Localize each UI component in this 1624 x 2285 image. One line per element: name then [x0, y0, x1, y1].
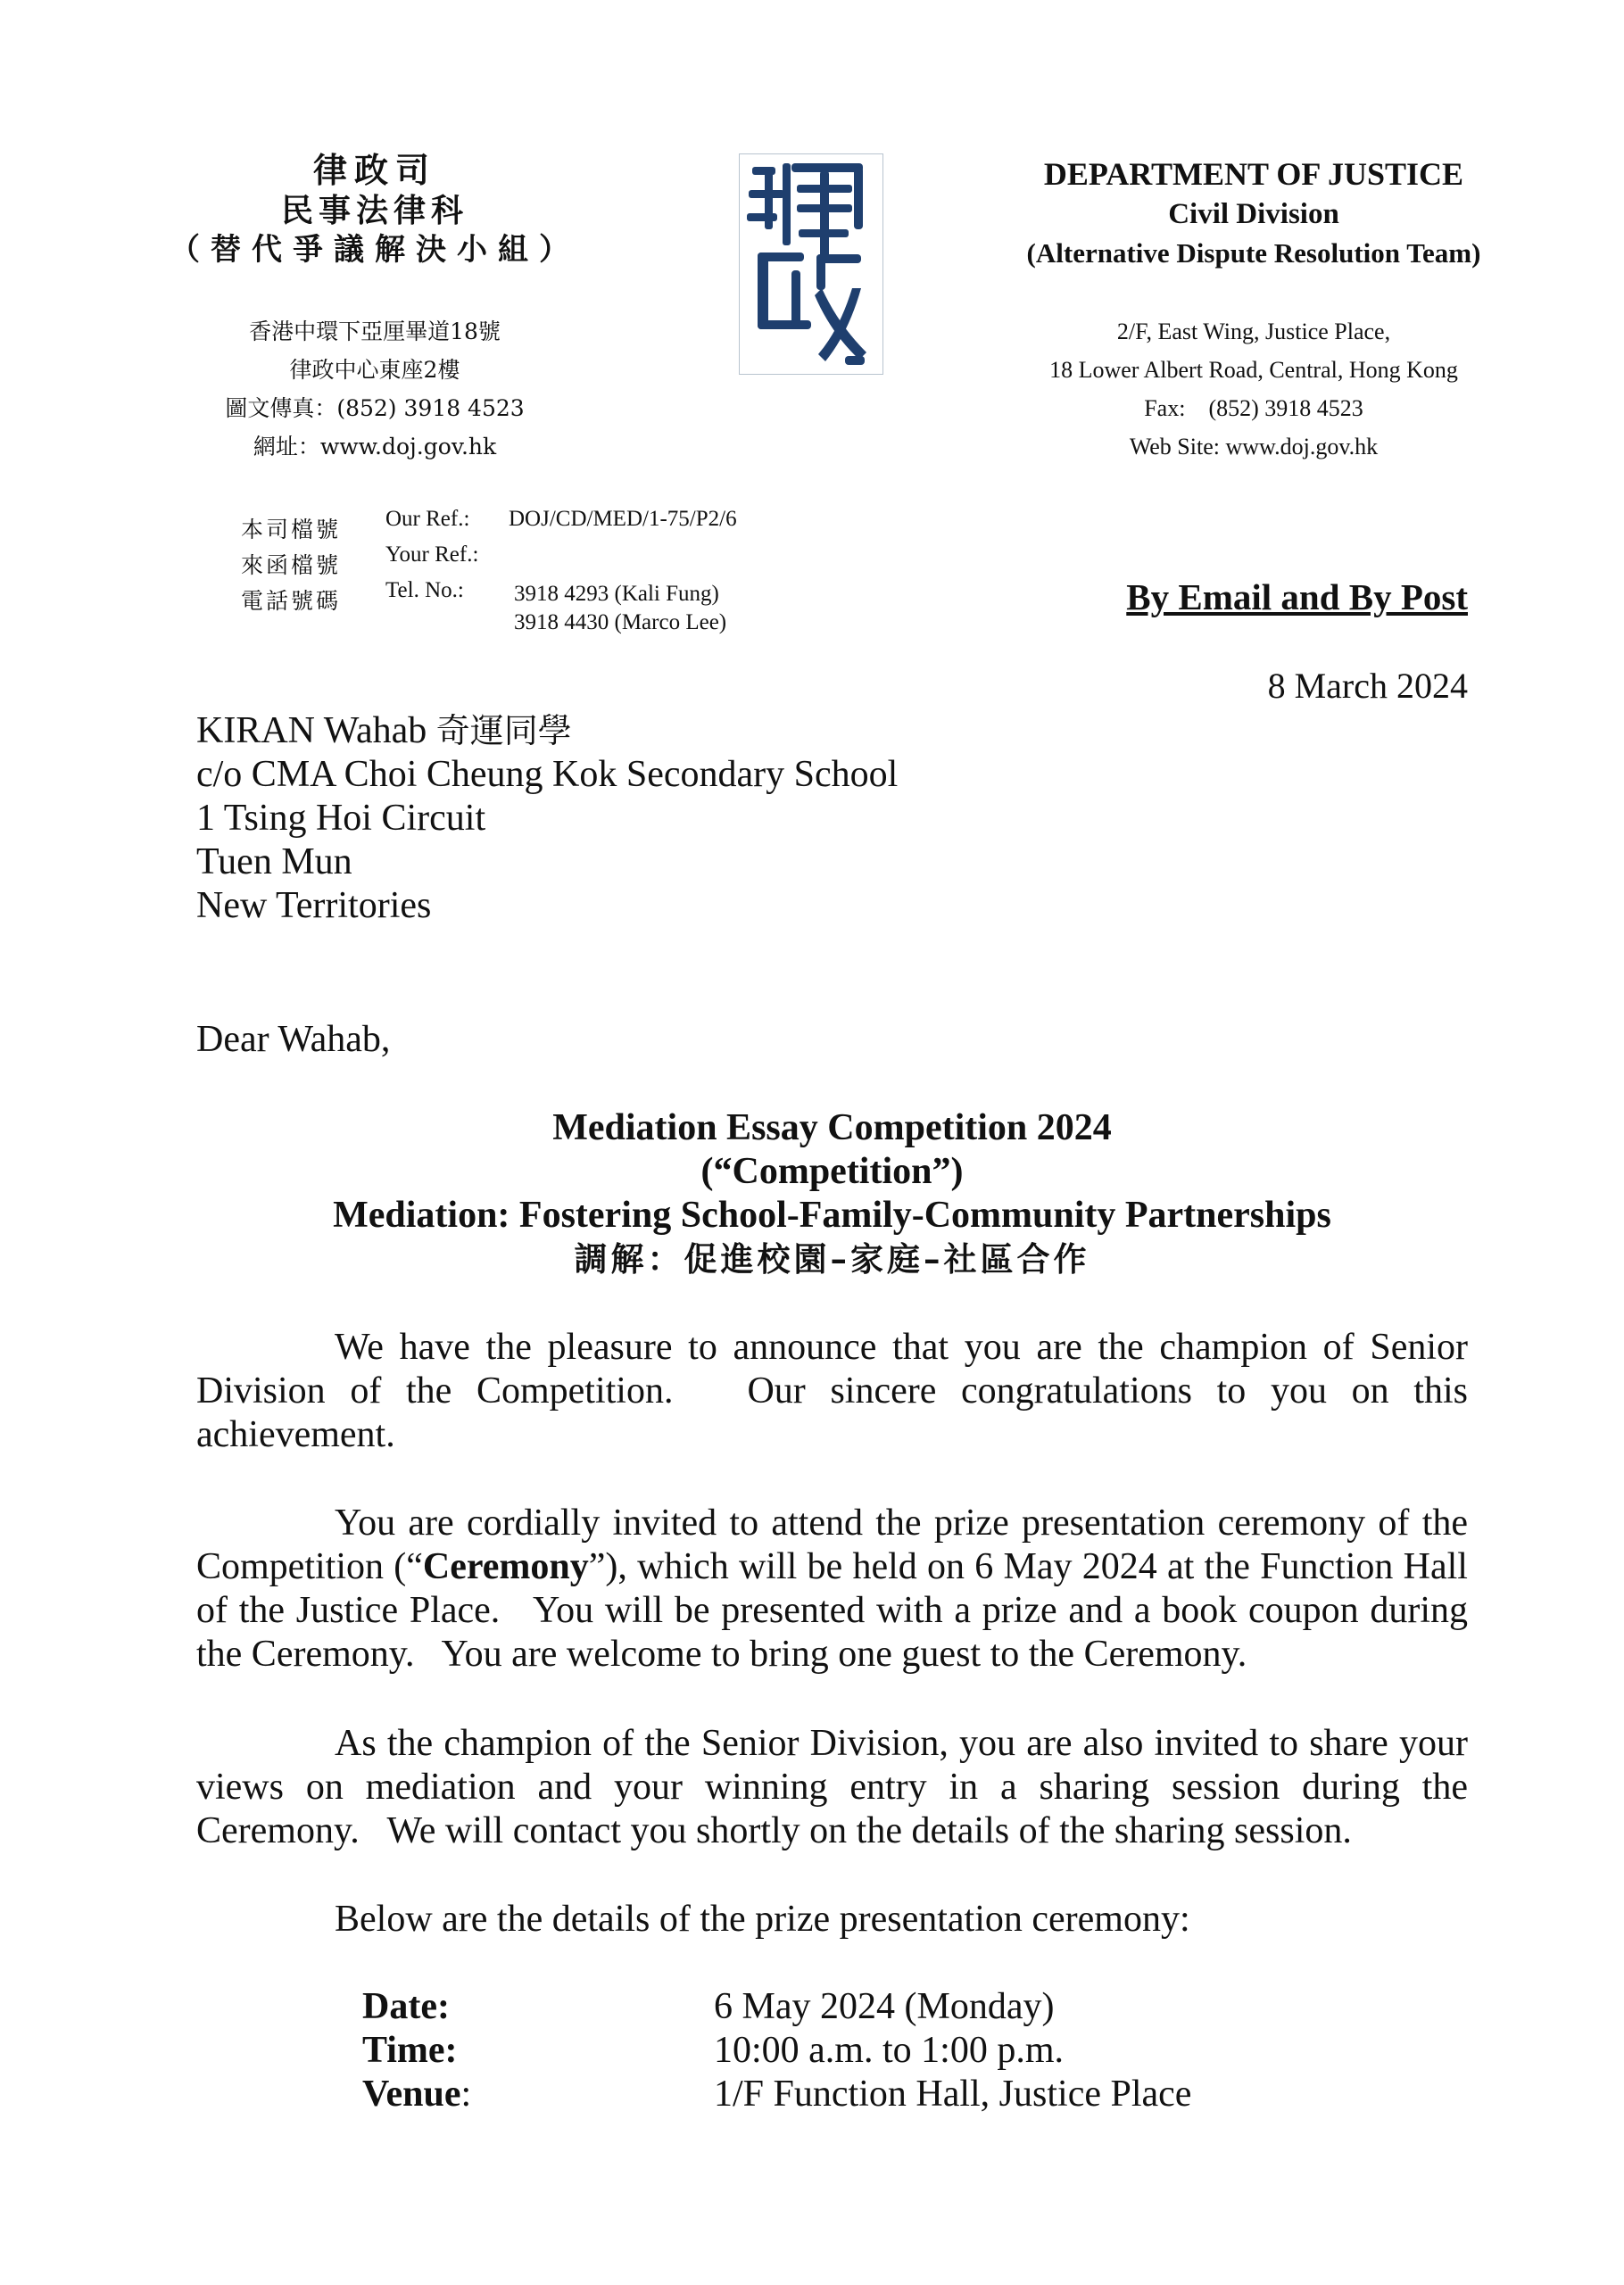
address-block-zh — [178, 312, 571, 466]
address-line1-zh: 香港中環下亞厘畢道18號 — [249, 319, 501, 344]
detail-value-date: 6 May 2024 (Monday) — [714, 1986, 1055, 2027]
subject-line3: Mediation: Fostering School-Family-Community Partnerships — [333, 1195, 1331, 1236]
our-ref-label-zh: 本司檔號 — [241, 517, 342, 542]
paragraph-2-bold-term: Ceremony — [422, 1546, 589, 1587]
addressee-name-line — [196, 709, 898, 753]
subject-line4-zh: 調解：促進校園–家庭–社區合作 — [574, 1239, 1090, 1279]
doj-seal-logo-icon — [739, 153, 883, 375]
our-ref-label-en: Our Ref.: — [385, 507, 470, 531]
department-name-en: DEPARTMENT OF JUSTICE — [1043, 156, 1464, 192]
addressee-name-zh: 奇運同學 — [435, 711, 572, 750]
detail-label-time: Time: — [362, 2030, 458, 2071]
addressee-street: 1 Tsing Hoi Circuit — [196, 798, 486, 839]
tel-value-1: 3918 4293 (Kali Fung) — [514, 582, 719, 606]
address-line1-en: 2/F, East Wing, Justice Place, — [1116, 319, 1391, 344]
address-line2-en: 18 Lower Albert Road, Central, Hong Kong — [1049, 357, 1458, 383]
division-name-en: Civil Division — [1168, 198, 1339, 230]
website-en: Web Site: www.doj.gov.hk — [1129, 434, 1379, 459]
subject-block — [196, 1106, 1468, 1281]
subject-line2: (“Competition”) — [700, 1151, 964, 1192]
tel-label-zh: 電話號碼 — [241, 588, 342, 614]
addressee-region: New Territories — [196, 885, 432, 926]
tel-values — [514, 580, 726, 637]
tel-value-2: 3918 4430 (Marco Lee) — [514, 610, 727, 634]
addressee-district: Tuen Mun — [196, 841, 352, 882]
paragraph-2-part1: You are cordially invited to attend the prize presentation ceremony of the Competition (“ — [196, 1503, 1478, 1587]
website-zh: 網址：www.doj.gov.hk — [253, 434, 497, 459]
delivery-method: By Email and By Post — [1126, 576, 1468, 617]
department-name-zh: 律政司 — [312, 150, 436, 190]
tel-label-en: Tel. No.: — [385, 578, 464, 602]
team-name-zh: （替代爭議解決小組） — [170, 232, 580, 268]
detail-label-venue-colon: : — [460, 2074, 472, 2115]
your-ref-label-zh: 來函檔號 — [241, 552, 342, 578]
fax-en: Fax: (852) 3918 4523 — [1144, 395, 1363, 421]
salutation: Dear Wahab, — [196, 1019, 391, 1060]
paragraph-4: Below are the details of the prize presentation ceremony: — [335, 1899, 1190, 1940]
detail-label-venue-group — [362, 2073, 471, 2116]
address-block-en — [995, 312, 1512, 466]
detail-value-venue: 1/F Function Hall, Justice Place — [714, 2074, 1192, 2115]
detail-label-venue: Venue — [362, 2074, 461, 2115]
header-en — [995, 153, 1512, 273]
letter-date: 8 March 2024 — [1267, 666, 1468, 706]
paragraph-1: We have the pleasure to announce that you are the champion of Senior Division of the Competition. Our sincere congratulations to you on this achievement. — [196, 1327, 1478, 1455]
paragraph-2 — [196, 1502, 1478, 1676]
subject-line1: Mediation Essay Competition 2024 — [552, 1107, 1112, 1148]
header-zh — [161, 150, 589, 269]
paragraph-2-part2: ”), which will be held on 6 May 2024 at the Function Hall of the Justice Place. You will be presented with a prize and a book coupon during the Ceremony. You are welcome to bring one guest to the Ceremony. — [196, 1546, 1478, 1675]
division-name-zh: 民事法律科 — [280, 192, 468, 229]
addressee-block — [196, 709, 898, 928]
paragraph-3: As the champion of the Senior Division, you are also invited to share your views on mediation and your winning entry in a sharing session during the Ceremony. We will contact you shortly on the details of the sharing session. — [196, 1723, 1478, 1851]
address-line2-zh: 律政中心東座2樓 — [289, 357, 460, 383]
detail-value-time: 10:00 a.m. to 1:00 p.m. — [714, 2030, 1064, 2071]
addressee-name-en: KIRAN Wahab — [196, 710, 427, 751]
addressee-school: c/o CMA Choi Cheung Kok Secondary School — [196, 754, 899, 795]
detail-label-date: Date: — [362, 1986, 450, 2027]
your-ref-label-en: Your Ref.: — [385, 542, 479, 567]
fax-zh: 圖文傳真：(852) 3918 4523 — [225, 395, 525, 421]
our-ref-value: DOJ/CD/MED/1-75/P2/6 — [509, 507, 737, 531]
team-name-en: (Alternative Dispute Resolution Team) — [1026, 237, 1481, 269]
